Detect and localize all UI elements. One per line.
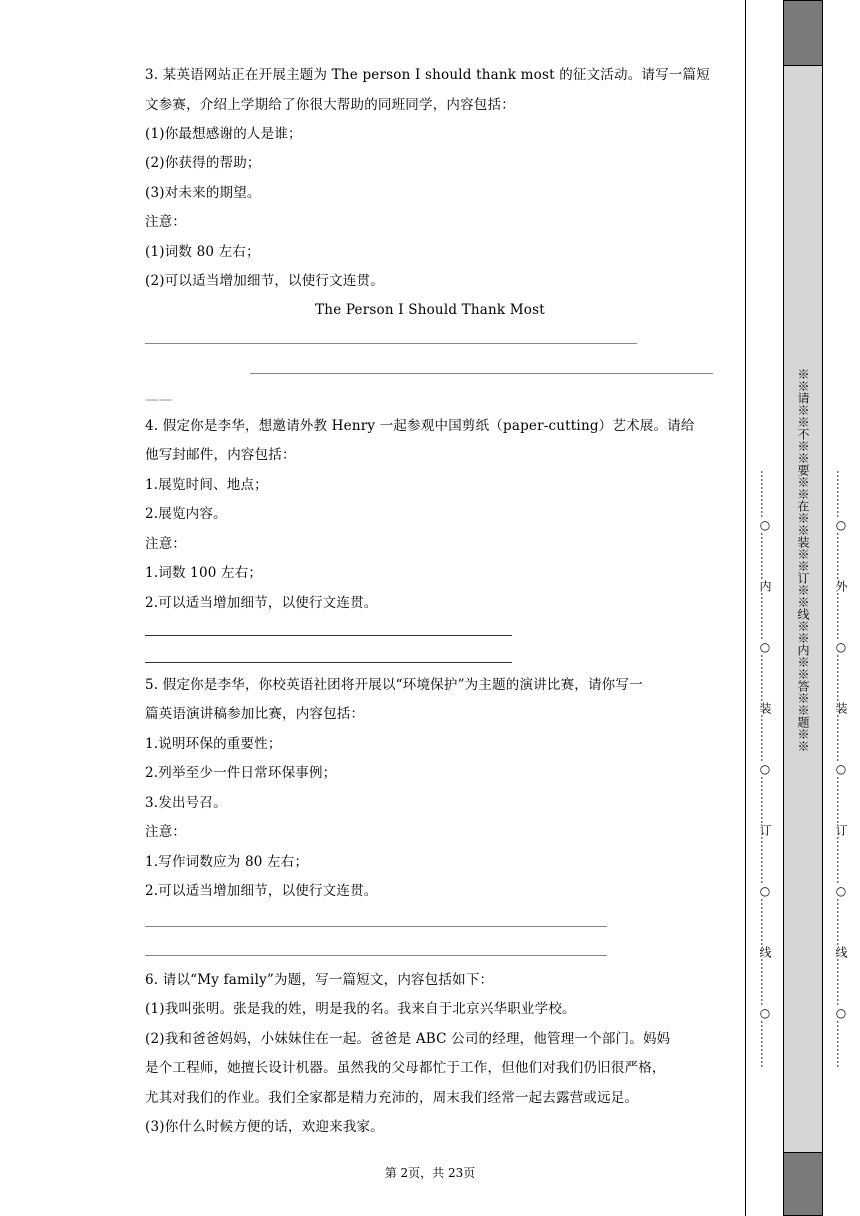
answer-line: [145, 662, 512, 663]
q6-line-1: 6. 请以“My family”为题，写一篇短文，内容包括如下：: [145, 972, 494, 988]
q5-line-1: 5. 假定你是李华，你校英语社团将开展以“环境保护”为主题的演讲比赛，请你写一: [145, 677, 643, 693]
q4-line-2: 他写封邮件，内容包括：: [145, 447, 296, 463]
margin-border-left: [745, 0, 746, 1216]
inner-binding-line: …………○…………内…………○…………装…………○…………订…………○…………线…………○…………: [758, 470, 772, 1068]
q6-line-5: 尤其对我们的作业。我们全家都是精力充沛的，周末我们经常一起去露营或远足。: [145, 1090, 639, 1106]
page-number: 第 2页，共 23页: [384, 1166, 476, 1180]
binding-block-bottom: [783, 1152, 823, 1216]
answer-line: [250, 373, 713, 374]
answer-line: [145, 635, 512, 636]
q5-line-7: 1.写作词数应为 80 左右；: [145, 854, 309, 870]
q4-line-4: 2.展览内容。: [145, 506, 227, 522]
answer-line-tail: ——: [145, 392, 173, 408]
q4-line-7: 2.可以适当增加细节，以使行文连贯。: [145, 595, 378, 611]
answer-line: [145, 955, 607, 956]
q5-line-4: 2.列举至少一件日常环保事例；: [145, 765, 337, 781]
q4-line-5: 注意：: [145, 536, 187, 552]
q5-line-5: 3.发出号召。: [145, 795, 227, 811]
q3-line-8: (2)可以适当增加细节，以使行文连贯。: [145, 273, 384, 289]
q3-line-6: 注意：: [145, 214, 187, 230]
q6-line-4: 是个工程师，她擅长设计机器。虽然我的父母都忙于工作，但他们对我们仍旧很严格，: [145, 1060, 666, 1076]
no-answer-notice: ※※请※※不※※要※※在※※装※※订※※线※※内※※答※※题※※: [796, 368, 810, 752]
q3-line-2: 文参赛，介绍上学期给了你很大帮助的同班同学，内容包括：: [145, 97, 515, 113]
q5-line-2: 篇英语演讲稿参加比赛，内容包括：: [145, 706, 365, 722]
q5-line-6: 注意：: [145, 824, 187, 840]
q6-line-2: (1)我叫张明。张是我的姓，明是我的名。我来自于北京兴华职业学校。: [145, 1001, 576, 1017]
q4-line-3: 1.展览时间、地点；: [145, 477, 268, 493]
q5-line-3: 1.说明环保的重要性；: [145, 736, 282, 752]
q5-line-8: 2.可以适当增加细节，以使行文连贯。: [145, 883, 378, 899]
q4-line-6: 1.词数 100 左右；: [145, 565, 263, 581]
q3-line-1: 3. 某英语网站正在开展主题为 The person I should thank most 的征文活动。请写一篇短: [145, 67, 710, 83]
binding-block-top: [783, 0, 823, 66]
q3-essay-title: The Person I Should Thank Most: [315, 302, 545, 318]
q3-line-4: (2)你获得的帮助；: [145, 155, 261, 171]
q6-line-3: (2)我和爸爸妈妈，小妹妹住在一起。爸爸是 ABC 公司的经理，他管理一个部门。妈妈: [145, 1031, 671, 1047]
q6-line-6: (3)你什么时候方便的话，欢迎来我家。: [145, 1119, 384, 1135]
q3-line-5: (3)对未来的期望。: [145, 185, 261, 201]
outer-binding-line: …………○…………外…………○…………装…………○…………订…………○…………线…………○…………: [834, 470, 848, 1068]
q4-line-1: 4. 假定你是李华，想邀请外教 Henry 一起参观中国剪纸（paper-cutting）艺术展。请给: [145, 418, 695, 434]
answer-line: [145, 343, 637, 344]
answer-line: [145, 926, 607, 927]
q3-line-7: (1)词数 80 左右；: [145, 244, 260, 260]
q3-line-3: (1)你最想感谢的人是谁；: [145, 126, 302, 142]
